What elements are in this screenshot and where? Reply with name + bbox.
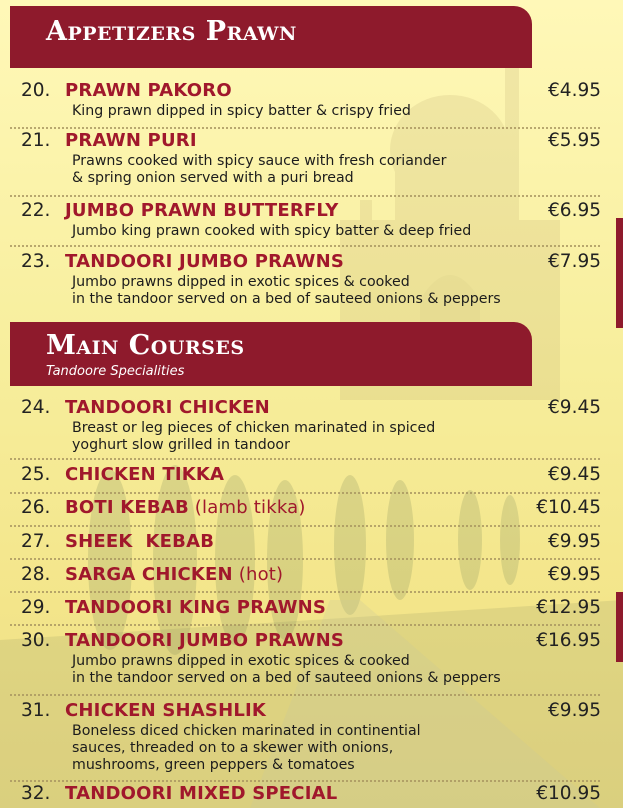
item-price: €9.95 (548, 564, 601, 585)
item-number: 28. (21, 564, 51, 585)
item-number: 25. (21, 464, 51, 485)
section-header-main-courses (10, 322, 532, 386)
item-name: TANDOORI CHICKEN (65, 397, 270, 418)
item-name: TANDOORI JUMBO PRAWNS (65, 251, 345, 272)
item-separator (10, 492, 600, 494)
item-name: TANDOORI JUMBO PRAWNS (65, 630, 345, 651)
item-separator (10, 558, 600, 560)
right-edge-tab (616, 592, 623, 662)
item-name: SARGA CHICKEN (hot) (65, 564, 284, 585)
item-separator (10, 780, 600, 782)
item-description: Prawns cooked with spicy sauce with fresh coriander & spring onion served with a puri bread (72, 153, 447, 186)
item-name: JUMBO PRAWN BUTTERFLY (65, 200, 339, 221)
item-separator (10, 127, 600, 129)
item-number: 32. (21, 783, 51, 804)
item-number: 26. (21, 497, 51, 518)
item-number: 23. (21, 251, 51, 272)
item-separator (10, 458, 600, 460)
item-separator (10, 525, 600, 527)
item-separator (10, 245, 600, 247)
item-price: €10.95 (536, 783, 601, 804)
item-name: PRAWN PURI (65, 130, 197, 151)
item-price: €9.95 (548, 700, 601, 721)
item-description: Jumbo prawns dipped in exotic spices & cooked in the tandoor served on a bed of sauteed onions & peppers (72, 274, 501, 307)
item-description: Boneless diced chicken marinated in continential sauces, threaded on to a skewer with onions, mushrooms, green peppers & tomatoes (72, 723, 421, 773)
item-number: 27. (21, 531, 51, 552)
section-title: Main Courses (46, 330, 245, 361)
item-name: CHICKEN TIKKA (65, 464, 225, 485)
item-price: €10.45 (536, 497, 601, 518)
section-title: Appetizers Prawn (46, 16, 297, 47)
item-description: King prawn dipped in spicy batter & crispy fried (72, 103, 411, 119)
item-price: €9.45 (548, 464, 601, 485)
section-subtitle: Tandoore Specialities (46, 364, 185, 379)
section-header-appetizers (10, 6, 532, 68)
item-number: 21. (21, 130, 51, 151)
item-price: €4.95 (548, 80, 601, 101)
item-price: €9.95 (548, 531, 601, 552)
item-price: €5.95 (548, 130, 601, 151)
item-name: PRAWN PAKORO (65, 80, 232, 101)
item-number: 22. (21, 200, 51, 221)
item-description: Jumbo prawns dipped in exotic spices & cooked in the tandoor served on a bed of sauteed onions & peppers (72, 653, 501, 686)
item-number: 31. (21, 700, 51, 721)
item-price: €7.95 (548, 251, 601, 272)
item-price: €9.45 (548, 397, 601, 418)
item-separator (10, 624, 600, 626)
item-price: €6.95 (548, 200, 601, 221)
item-name: SHEEK KEBAB (65, 531, 215, 552)
right-edge-tab (616, 218, 623, 328)
item-separator (10, 195, 600, 197)
item-name: TANDOORI MIXED SPECIAL (65, 783, 338, 804)
item-number: 29. (21, 597, 51, 618)
item-number: 20. (21, 80, 51, 101)
item-price: €16.95 (536, 630, 601, 651)
item-number: 24. (21, 397, 51, 418)
item-description: Jumbo king prawn cooked with spicy batter & deep fried (72, 223, 472, 239)
item-number: 30. (21, 630, 51, 651)
item-name: CHICKEN SHASHLIK (65, 700, 267, 721)
item-separator (10, 591, 600, 593)
item-description: Breast or leg pieces of chicken marinated in spiced yoghurt slow grilled in tandoor (72, 420, 436, 453)
item-separator (10, 694, 600, 696)
item-name: BOTI KEBAB (lamb tikka) (65, 497, 306, 518)
item-name: TANDOORI KING PRAWNS (65, 597, 327, 618)
item-price: €12.95 (536, 597, 601, 618)
